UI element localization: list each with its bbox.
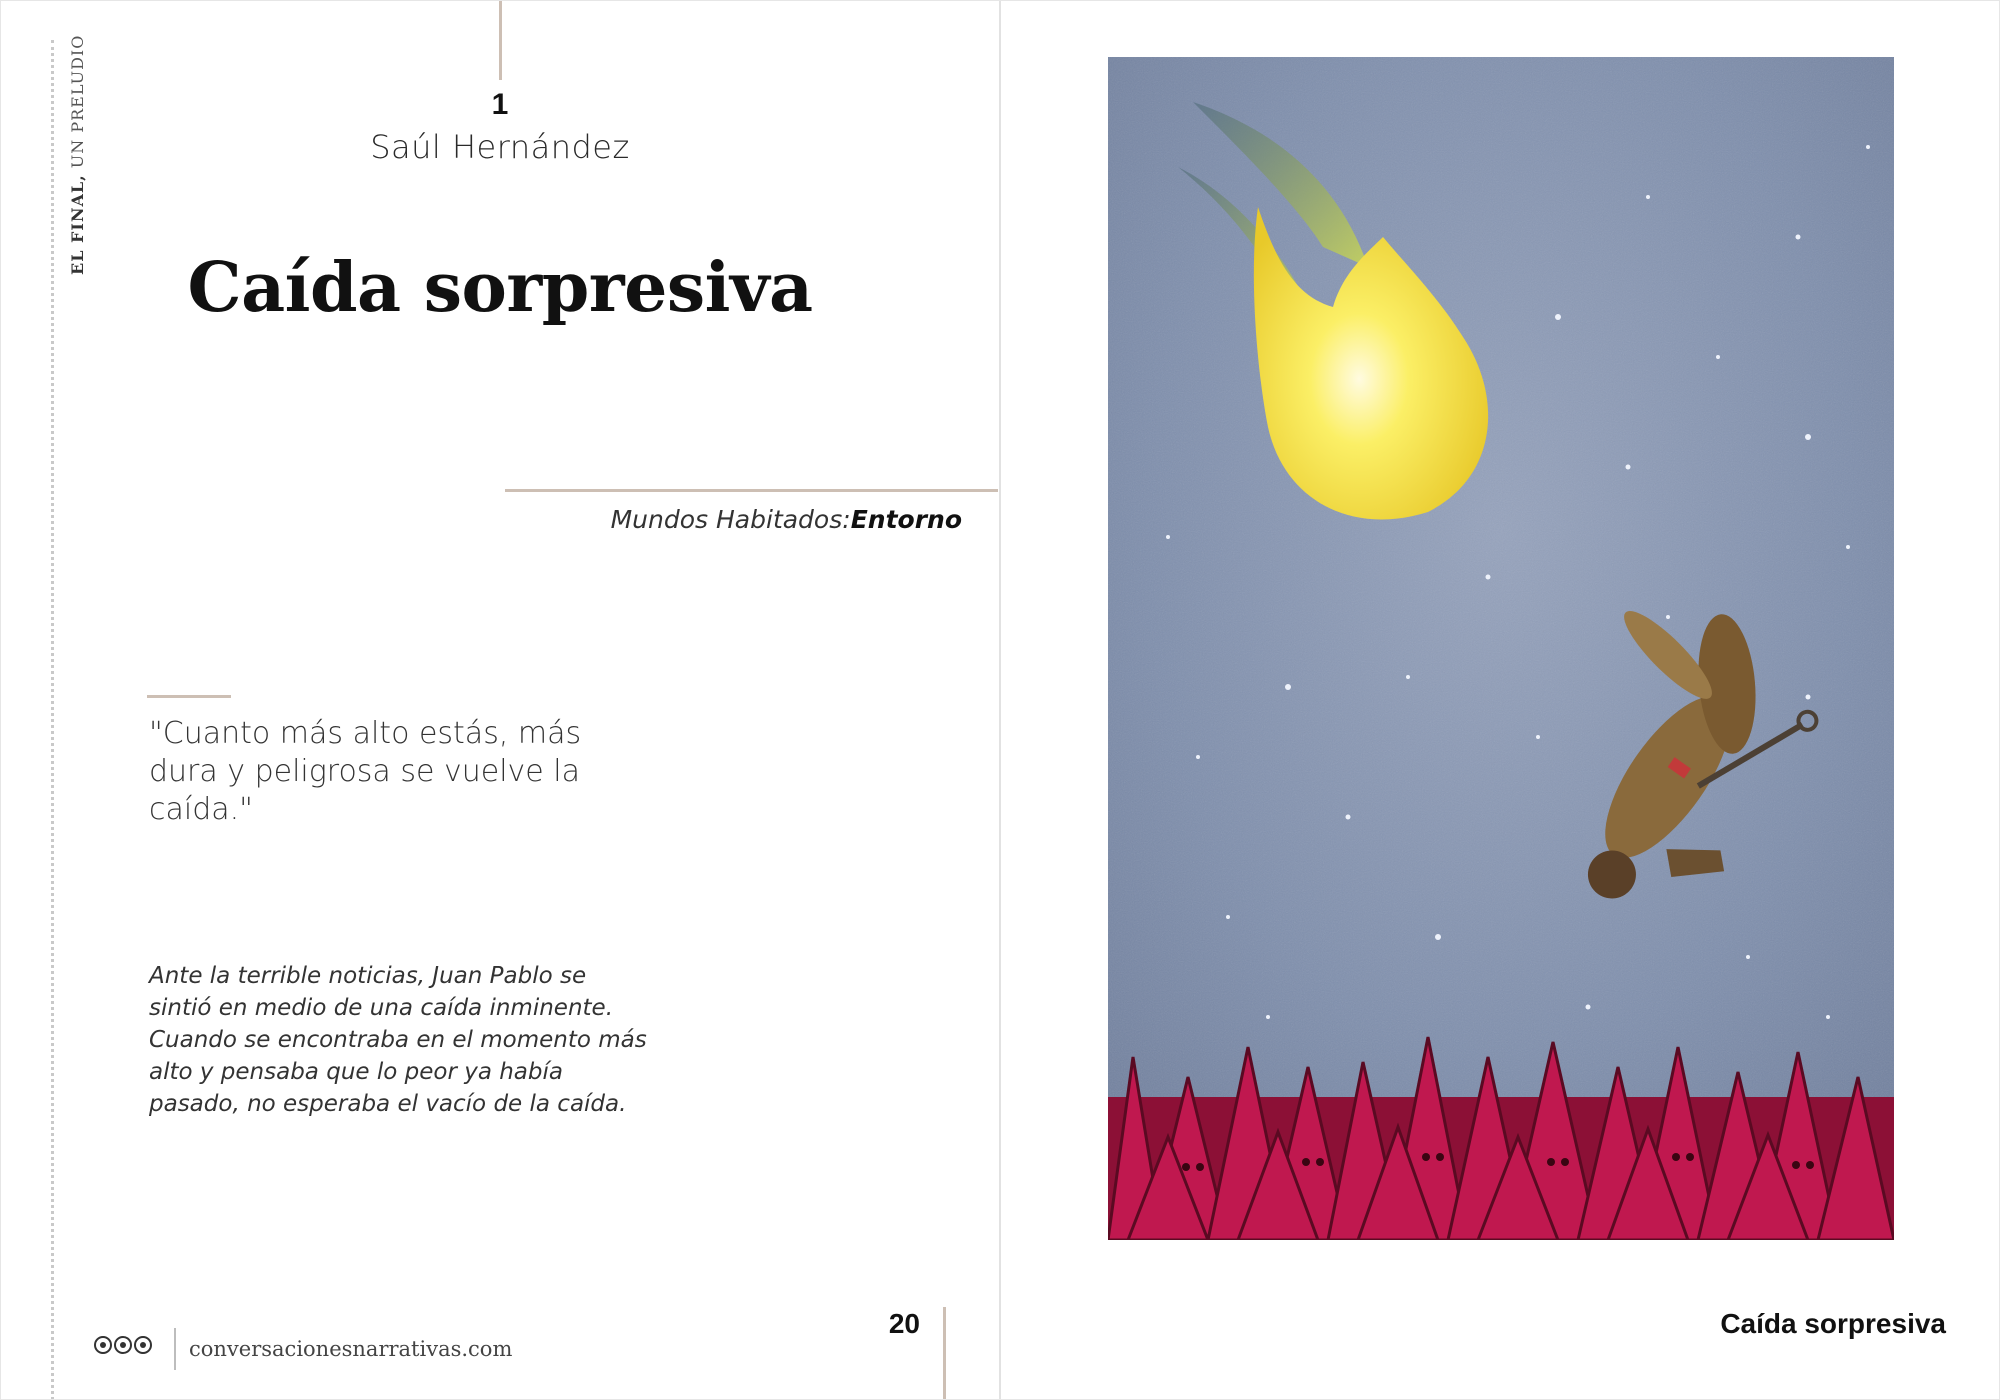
nc-icon (134, 1336, 152, 1354)
pull-quote: "Cuanto más alto estás, más dura y peligrosa se vuelve la caída." (149, 716, 582, 827)
quote-rule (147, 695, 231, 698)
comet-illustration (1108, 57, 1894, 1240)
illustration (1108, 57, 1894, 1240)
author-name: Saúl Hernández (370, 128, 630, 166)
chapter-number: 1 (491, 88, 509, 121)
margin-dotted-line (51, 40, 54, 1400)
footer-divider (174, 1328, 176, 1370)
top-rule (499, 0, 502, 80)
body-paragraph: Ante la terrible noticias, Juan Pablo se sintió en medio de una caída inminente. Cuando se encontraba en el momento más alto y pensaba que lo peor ya había pasado, no esperaba el vacío de la caída. (149, 963, 647, 1117)
section-value: Entorno (850, 505, 962, 534)
running-head: EL FINAL, UN PRELUDIO (68, 34, 87, 275)
page-number: 20 (888, 1308, 920, 1339)
by-icon (114, 1336, 132, 1354)
section-tag (500, 505, 962, 534)
article-title: Caída sorpresiva (187, 248, 813, 328)
section-rule (505, 489, 998, 492)
footer-article-title: Caída sorpresiva (1720, 1308, 1946, 1339)
license-icons (94, 1336, 152, 1354)
footer-rule (943, 1307, 946, 1400)
section-label: Mundos Habitados: (610, 505, 851, 534)
gutter (999, 0, 1001, 1400)
cc-icon (94, 1336, 112, 1354)
site-link[interactable]: conversacionesnarrativas.com (189, 1337, 513, 1361)
